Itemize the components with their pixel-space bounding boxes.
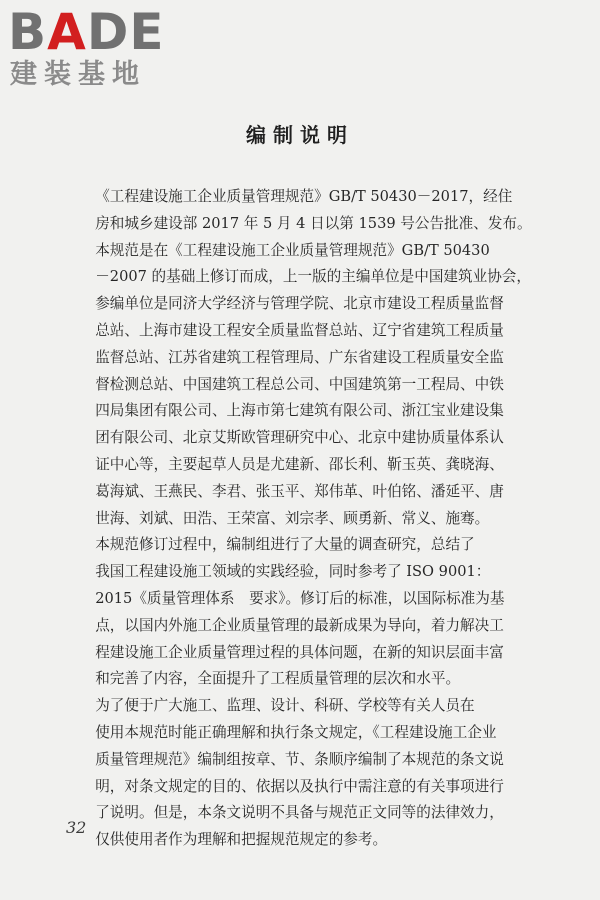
watermark-subtitle: 建装基地 xyxy=(10,59,146,90)
paragraph-line: 明，对条文规定的目的、依据以及执行中需注意的有关事项进行 xyxy=(95,777,504,795)
paragraph-line: 2015《质量管理体系 要求》。修订后的标准，以国际标准为基 xyxy=(95,589,505,607)
paragraph-line: 证中心等，主要起草人员是尤建新、邵长利、靳玉英、龚晓海、 xyxy=(95,455,504,473)
paragraph-line: 监督总站、江苏省建筑工程管理局、广东省建设工程质量安全监 xyxy=(95,348,504,366)
paragraph-approval xyxy=(66,184,550,238)
paragraph-explanation-purpose xyxy=(66,693,550,854)
paragraph-line: 为了便于广大施工、监理、设计、科研、学校等有关人员在 xyxy=(95,697,475,715)
page-number: 32 xyxy=(66,818,87,837)
watermark-brand-prefix: B xyxy=(8,3,48,61)
paragraph-line: －2007 的基础上修订而成，上一版的主编单位是中国建筑业协会， xyxy=(95,268,532,286)
paragraph-line: 葛海斌、王燕民、李君、张玉平、郑伟革、叶伯铭、潘延平、唐 xyxy=(95,482,504,500)
paragraph-line: 四局集团有限公司、上海市第七建筑有限公司、浙江宝业建设集 xyxy=(95,402,504,420)
paragraph-line: 房和城乡建设部 2017 年 5 月 4 日以第 1539 号公告批准、发布。 xyxy=(95,214,532,232)
page-title: 编制说明 xyxy=(246,123,354,147)
paragraph-line: 程建设施工企业质量管理过程的具体问题，在新的知识层面丰富 xyxy=(95,643,504,661)
paragraph-line: 质量管理规范》编制组按章、节、条顺序编制了本规范的条文说 xyxy=(95,750,504,768)
paragraph-line: 参编单位是同济大学经济与管理学院、北京市建设工程质量监督 xyxy=(95,295,504,313)
paragraph-line: 本规范修订过程中，编制组进行了大量的调查研究，总结了 xyxy=(95,536,475,554)
watermark-brand-word xyxy=(8,4,165,60)
paragraph-line: 本规范是在《工程建设施工企业质量管理规范》GB/T 50430 xyxy=(95,241,490,259)
watermark-brand-suffix: DE xyxy=(86,3,165,61)
paragraph-line: 点，以国内外施工企业质量管理的最新成果为导向，着力解决工 xyxy=(95,616,504,634)
paragraph-revision-process xyxy=(66,532,550,693)
paragraph-line: 世海、刘斌、田浩、王荣富、刘宗孝、顾勇新、常义、施骞。 xyxy=(95,509,490,527)
document-body xyxy=(66,184,550,854)
paragraph-line: 使用本规范时能正确理解和执行条文规定，《工程建设施工企业 xyxy=(95,723,497,741)
paragraph-revision-history xyxy=(66,238,550,533)
paragraph-line: 和完善了内容，全面提升了工程质量管理的层次和水平。 xyxy=(95,670,461,688)
paragraph-line: 督检测总站、中国建筑工程总公司、中国建筑第一工程局、中铁 xyxy=(95,375,504,393)
paragraph-line: 《工程建设施工企业质量管理规范》GB/T 50430－2017，经住 xyxy=(95,188,513,205)
bade-watermark-logo xyxy=(8,4,178,92)
paragraph-line: 团有限公司、北京艾斯欧管理研究中心、北京中建协质量体系认 xyxy=(95,429,504,447)
paragraph-line: 总站、上海市建设工程安全质量监督总站、辽宁省建筑工程质量 xyxy=(95,321,504,339)
paragraph-line: 仅供使用者作为理解和把握规范规定的参考。 xyxy=(95,831,388,849)
watermark-brand-accent: A xyxy=(47,3,87,61)
paragraph-line: 我国工程建设施工领域的实践经验，同时参考了 ISO 9001： xyxy=(95,563,491,581)
paragraph-line: 了说明。但是，本条文说明不具备与规范正文同等的法律效力， xyxy=(95,804,504,822)
